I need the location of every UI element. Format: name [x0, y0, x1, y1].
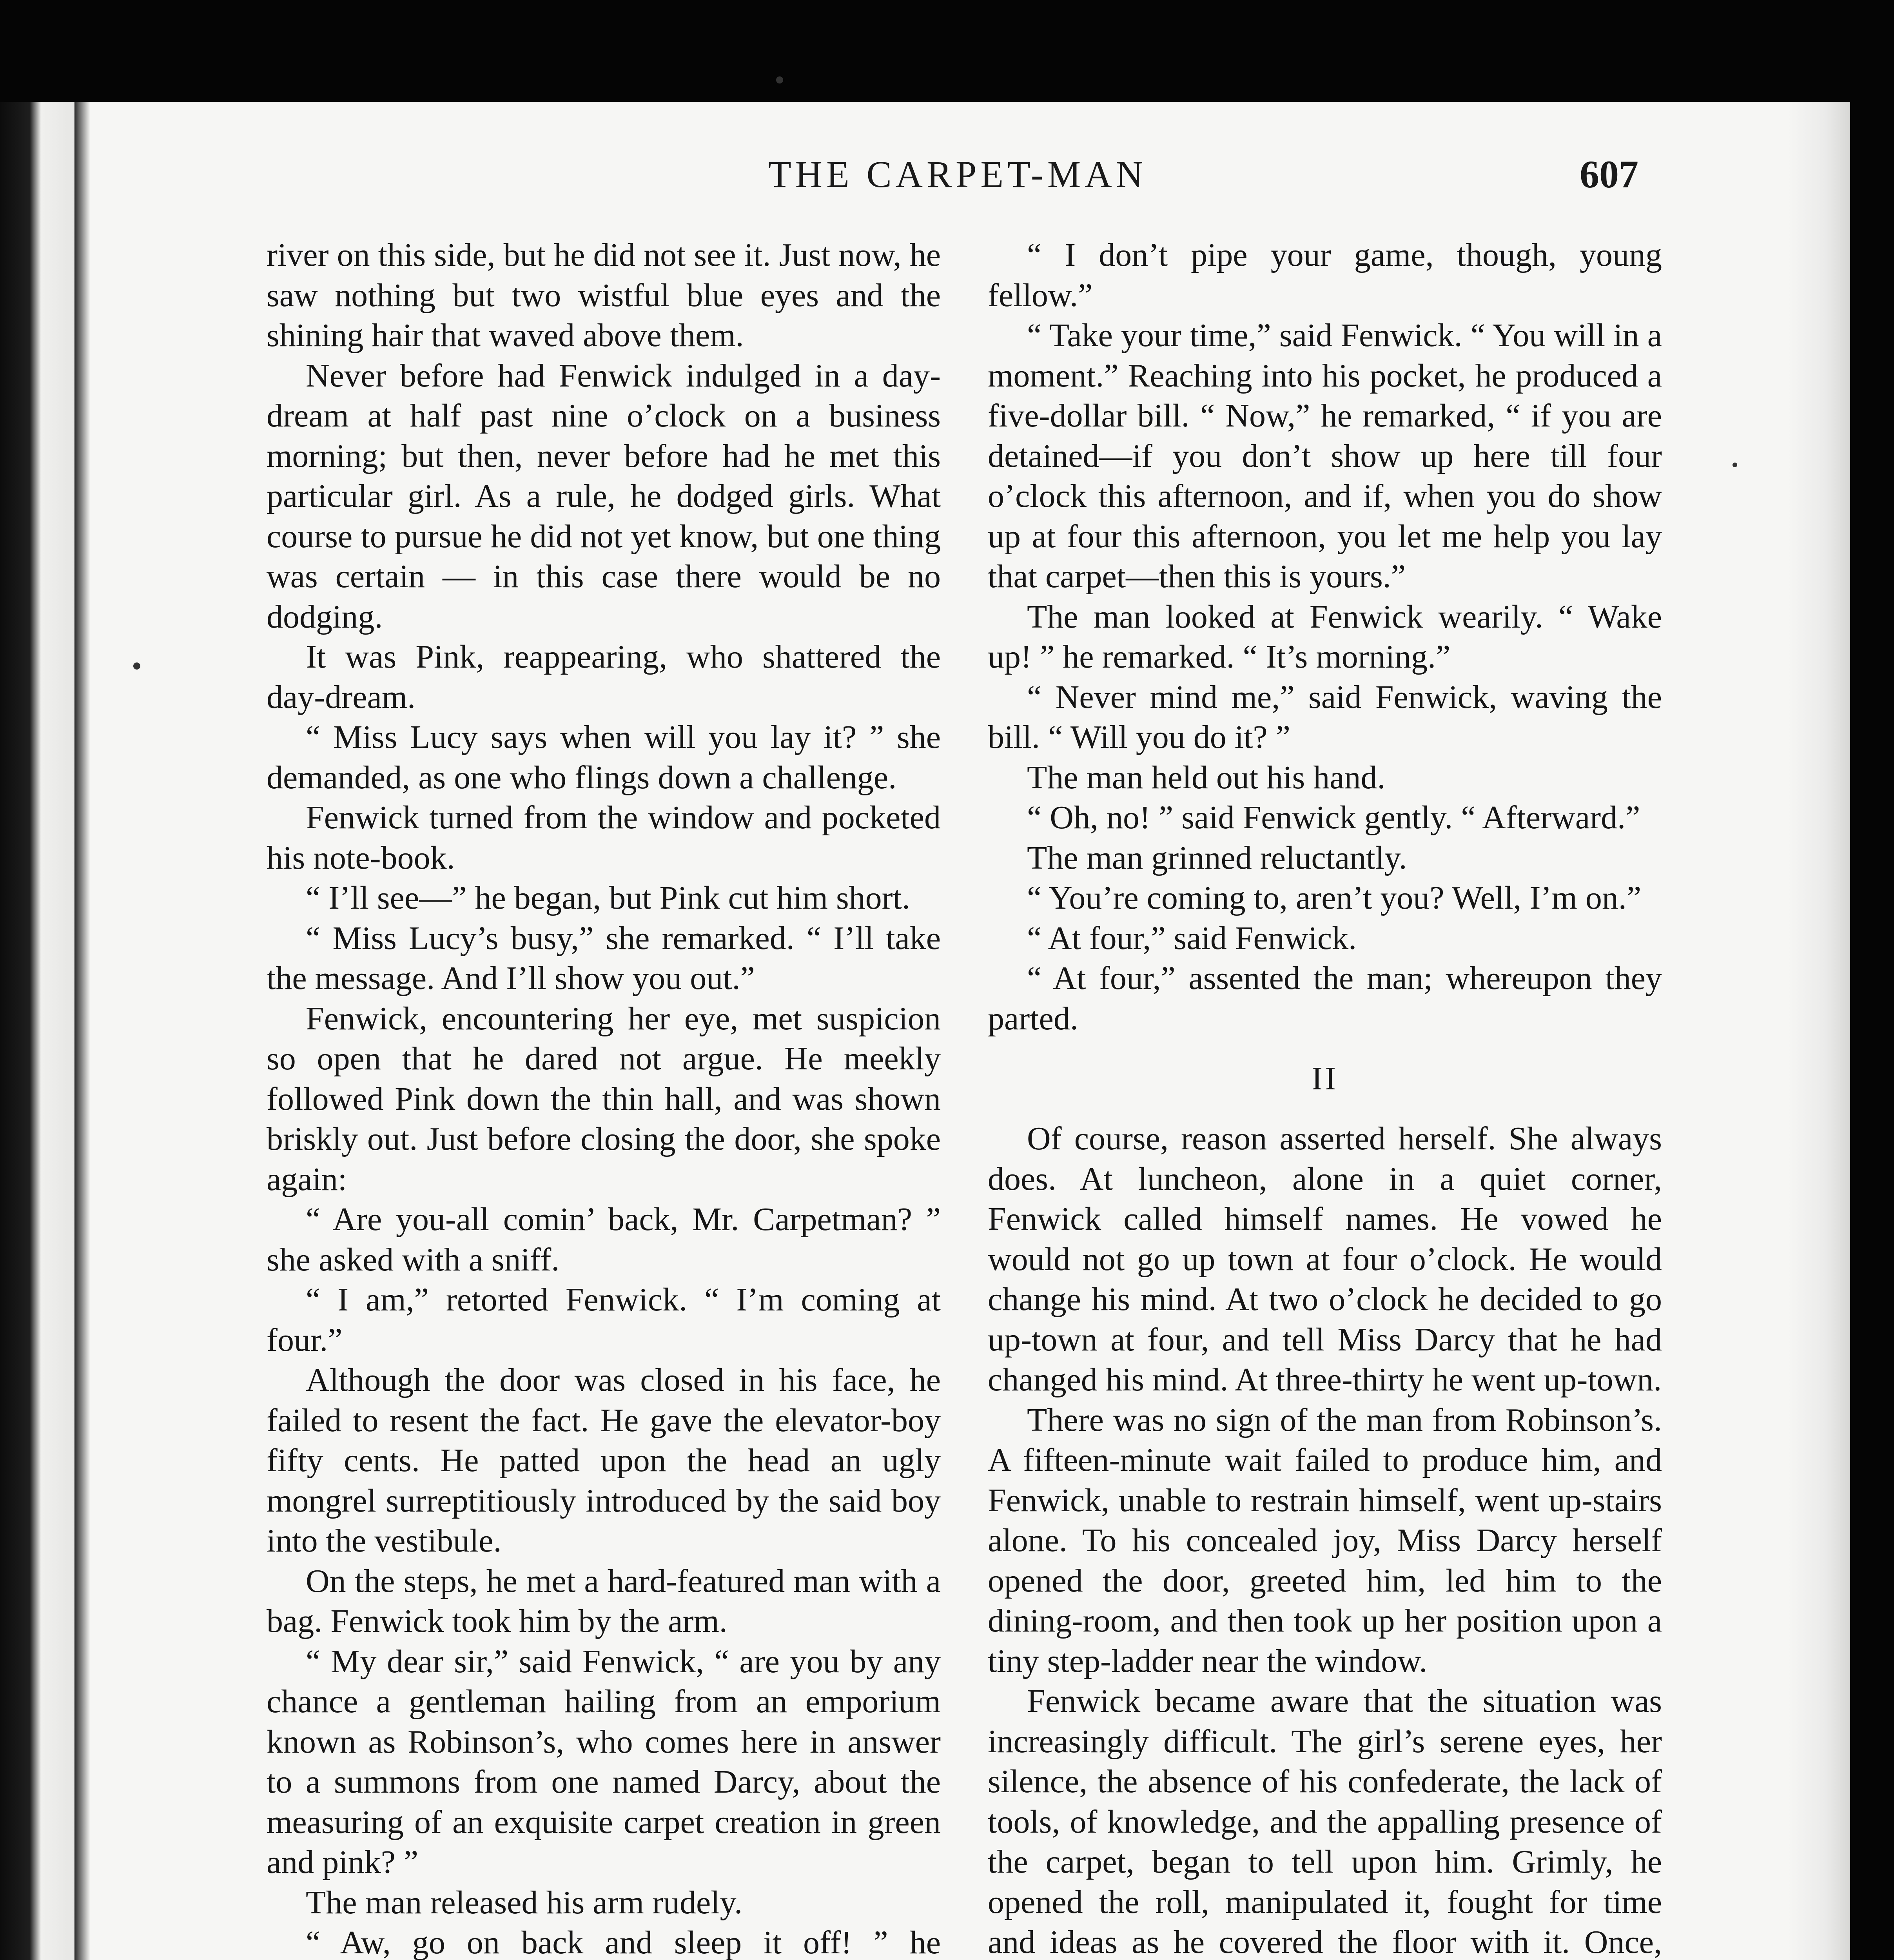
- dust-speck: [1733, 463, 1737, 467]
- paragraph: The man grinned reluctantly.: [1027, 839, 1407, 876]
- paragraph: Although the door was closed in his face, he failed to resent the fact. He gave the elevator-boy fifty cents. He patted upon the head an ugly mongrel surreptitiously introduced by the said boy into the vestibule.: [267, 1362, 941, 1559]
- paragraph: “ Miss Lucy says when will you lay it? ” she demanded, as one who flings down a challenge.: [267, 719, 941, 796]
- paragraph: It was Pink, reappearing, who shattered the day-dream.: [267, 639, 941, 715]
- paragraph: “ I’ll see—” he began, but Pink cut him short.: [306, 880, 910, 916]
- paragraph: “ I am,” retorted Fenwick. “ I’m coming at four.”: [267, 1281, 941, 1358]
- page-edge-shadow: [74, 102, 90, 1960]
- paragraph: There was no sign of the man from Robinson’s. A fifteen-minute wait failed to produce him, and Fenwick, unable to restrain himself, went up-stairs alone. To his concealed joy, Miss Darcy herself opened the door, greeted him, led him to the dining-room, and then took up her position upon a tiny step-ladder near the window.: [988, 1401, 1662, 1679]
- paragraph: Fenwick became aware that the situation was increasingly difficult. The girl’s serene eyes, her silence, the absence of his confederate, the lack of tools, of knowledge, and the appalling presence of the carpet, began to tell upon him. Grimly, he opened the roll, manipulated it, fought for time and ideas as he covered the floor with it. Once,: [988, 1683, 1662, 1960]
- section-heading: II: [1312, 1060, 1338, 1097]
- dust-speck: [133, 662, 140, 670]
- running-head: THE CARPET-MAN: [768, 153, 1147, 195]
- paragraph: The man held out his hand.: [1027, 759, 1386, 796]
- paragraph: “ Never mind me,” said Fenwick, waving the bill. “ Will you do it? ”: [988, 679, 1662, 755]
- paragraph: Of course, reason asserted herself. She always does. At luncheon, alone in a quiet corner, Fenwick called himself names. He vowed he would not go up town at four o’clock. He would change his mind. At two o’clock he decided to go up-town at four, and tell Miss Darcy that he had changed his mind. At three-thirty he went up-town.: [988, 1120, 1662, 1398]
- paragraph: “ At four,” said Fenwick.: [1027, 920, 1357, 956]
- paragraph: river on this side, but he did not see it. Just now, he saw nothing but two wistful blue eyes and the shining hair that waved above them.: [267, 237, 941, 354]
- left-column: [267, 235, 941, 1960]
- paragraph: The man released his arm rudely.: [306, 1884, 743, 1921]
- paragraph: “ Are you-all comin’ back, Mr. Carpetman? ” she asked with a sniff.: [267, 1201, 941, 1278]
- paragraph: “ Oh, no! ” said Fenwick gently. “ Afterward.”: [1027, 799, 1640, 836]
- paragraph: “ At four,” assented the man; whereupon they parted.: [988, 960, 1662, 1037]
- paragraph: “ Take your time,” said Fenwick. “ You will in a moment.” Reaching into his pocket, he produced a five-dollar bill. “ Now,” he remarked, “ if you are detained—if you don’t show up here till four o’clock this afternoon, and if, when you do show up at four this afternoon, you let me help you lay that carpet—then this is yours.”: [988, 317, 1662, 595]
- page-number: 607: [1580, 152, 1638, 196]
- page-header: [0, 145, 1894, 204]
- paragraph: “ My dear sir,” said Fenwick, “ are you by any chance a gentleman hailing from an emporium known as Robinson’s, who comes here in answer to a summons from one named Darcy, about the measuring of an exquisite carpet creation in green and pink? ”: [267, 1643, 941, 1880]
- paragraph: The man looked at Fenwick wearily. “ Wake up! ” he remarked. “ It’s morning.”: [988, 598, 1662, 675]
- paragraph: “ Miss Lucy’s busy,” she remarked. “ I’ll take the message. And I’ll show you out.”: [267, 920, 941, 996]
- paragraph: Fenwick turned from the window and pocketed his note-book.: [267, 799, 941, 876]
- dust-speck: [776, 76, 783, 83]
- paragraph: Fenwick, encountering her eye, met suspicion so open that he dared not argue. He meekly followed Pink down the thin hall, and was shown briskly out. Just before closing the door, she spoke again:: [267, 1000, 941, 1198]
- paragraph: “ I don’t pipe your game, though, young fellow.”: [988, 237, 1662, 314]
- right-column: [988, 235, 1662, 1960]
- paragraph: On the steps, he met a hard-featured man with a bag. Fenwick took him by the arm.: [267, 1563, 941, 1639]
- paragraph: “ You’re coming to, aren’t you? Well, I’m on.”: [1027, 880, 1642, 916]
- paragraph: “ Aw, go on back and sleep it off! ” he: [306, 1924, 941, 1960]
- paragraph: Never before had Fenwick indulged in a day-dream at half past nine o’clock on a business morning; but then, never before had he met this particular girl. As a rule, he dodged girls. What course to pursue he did not yet know, but one thing was certain — in this case there would be no dodging.: [267, 357, 941, 635]
- binding-gutter: [0, 102, 74, 1960]
- page-right-edge: [1787, 102, 1850, 1960]
